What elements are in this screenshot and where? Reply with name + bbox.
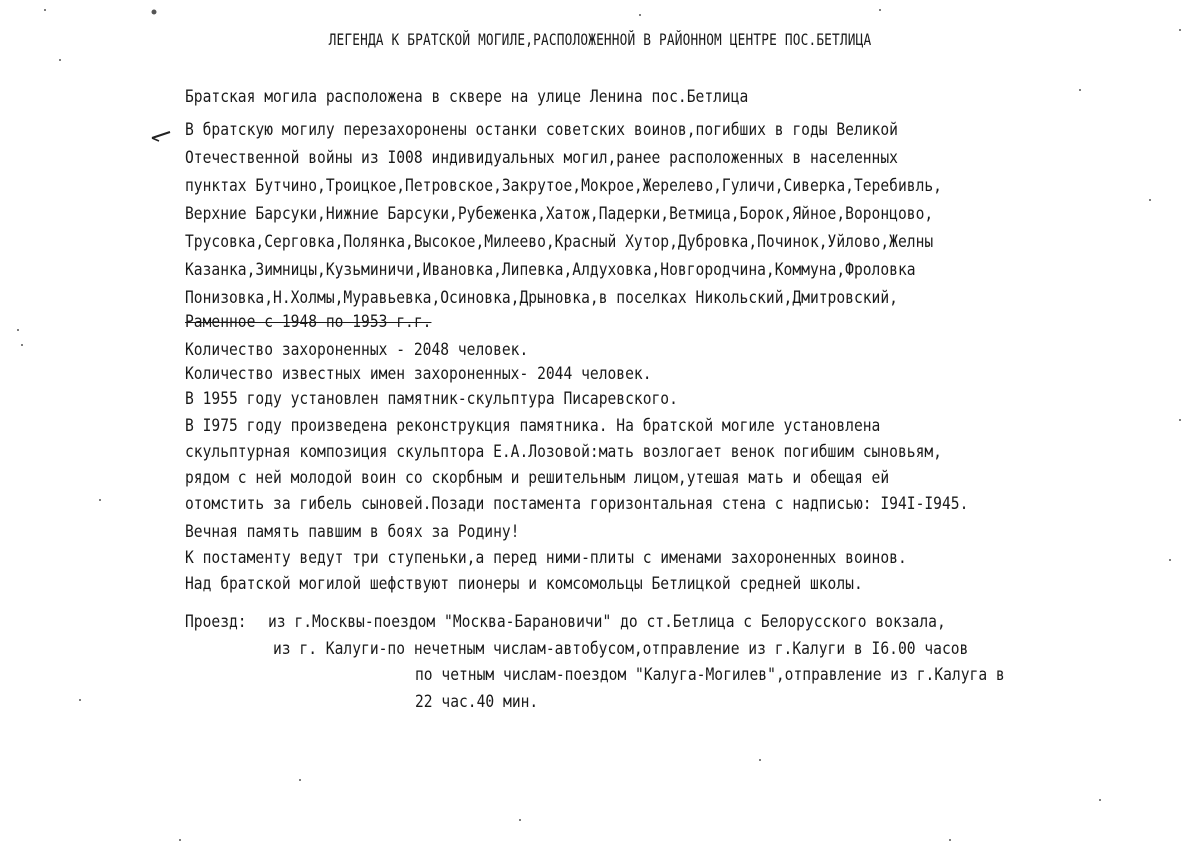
count-known-names: Количество известных имен захороненных- 2044 человек. xyxy=(185,364,652,384)
monument-line-4: рядом с ней молодой воин со скорбным и решительным лицом,утешая мать и обещая ей xyxy=(185,468,890,488)
reburial-line-7: Понизовка,Н.Холмы,Муравьевка,Осиновка,Дрыновка,в поселках Никольский,Дмитровский, xyxy=(185,288,898,308)
count-buried: Количество захороненных - 2048 человек. xyxy=(185,340,529,360)
monument-line-8: Над братской могилой шефствуют пионеры и комсомольцы Бетлицкой средней школы. xyxy=(185,574,863,594)
monument-line-7: К постаменту ведут три ступеньки,а перед ними-плиты с именами захороненных воинов. xyxy=(185,548,907,568)
reburial-line-8: Раменное с 1948 по 1953 г.г. xyxy=(185,312,432,332)
travel-line-2: из г. Калуги-по нечетным числам-автобусом,отправление из г.Калуги в I6.00 часов xyxy=(273,639,969,659)
reburial-line-1: В братскую могилу перезахоронены останки советских воинов,погибших в годы Великой xyxy=(185,120,898,140)
travel-line-3: по четным числам-поездом "Калуга-Могилев",отправление из г.Калуга в xyxy=(415,665,1005,685)
reburial-line-6: Казанка,Зимницы,Кузьминичи,Ивановка,Липевка,Алдуховка,Новгородчина,Коммуна,Фроловка xyxy=(185,260,916,280)
travel-line-4: 22 час.40 мин. xyxy=(415,692,539,712)
reburial-line-4: Верхние Барсуки,Нижние Барсуки,Рубеженка,Хатож,Падерки,Ветмица,Борок,Яйное,Воронцово, xyxy=(185,204,934,224)
travel-label: Проезд: xyxy=(185,612,247,632)
monument-line-3: скульптурная композиция скульптора Е.А.Лозовой:мать возлогает венок погибшим сыновьям, xyxy=(185,442,942,462)
monument-line-2: В I975 году произведена реконструкция памятника. На братской могиле установлена xyxy=(185,416,881,436)
location-line: Братская могила расположена в сквере на улице Ленина пос.Бетлица xyxy=(185,87,749,107)
reburial-line-2: Отечественной войны из I008 индивидуальных могил,ранее расположенных в населенных xyxy=(185,148,898,168)
document-title: ЛЕГЕНДА К БРАТСКОЙ МОГИЛЕ,РАСПОЛОЖЕННОЙ В РАЙОННОМ ЦЕНТРЕ ПОС.БЕТЛИЦА xyxy=(328,30,872,49)
monument-line-5: отомстить за гибель сыновей.Позади постамента горизонтальная стена с надписью: I94I-I945. xyxy=(185,494,969,514)
margin-check-mark xyxy=(150,129,172,143)
reburial-line-5: Трусовка,Серговка,Полянка,Высокое,Милеево,Красный Хутор,Дубровка,Починок,Уйлово,Желны xyxy=(185,232,934,252)
reburial-line-3: пунктах Бутчино,Троицкое,Петровское,Закрутое,Мокрое,Жерелево,Гуличи,Сиверка,Теребивль, xyxy=(185,176,942,196)
monument-line-1: В 1955 году установлен памятник-скульптура Писаревского. xyxy=(185,389,678,409)
monument-line-6: Вечная память павшим в боях за Родину! xyxy=(185,522,520,542)
travel-line-1: из г.Москвы-поездом "Москва-Барановичи" до ст.Бетлица с Белорусского вокзала, xyxy=(268,612,946,632)
